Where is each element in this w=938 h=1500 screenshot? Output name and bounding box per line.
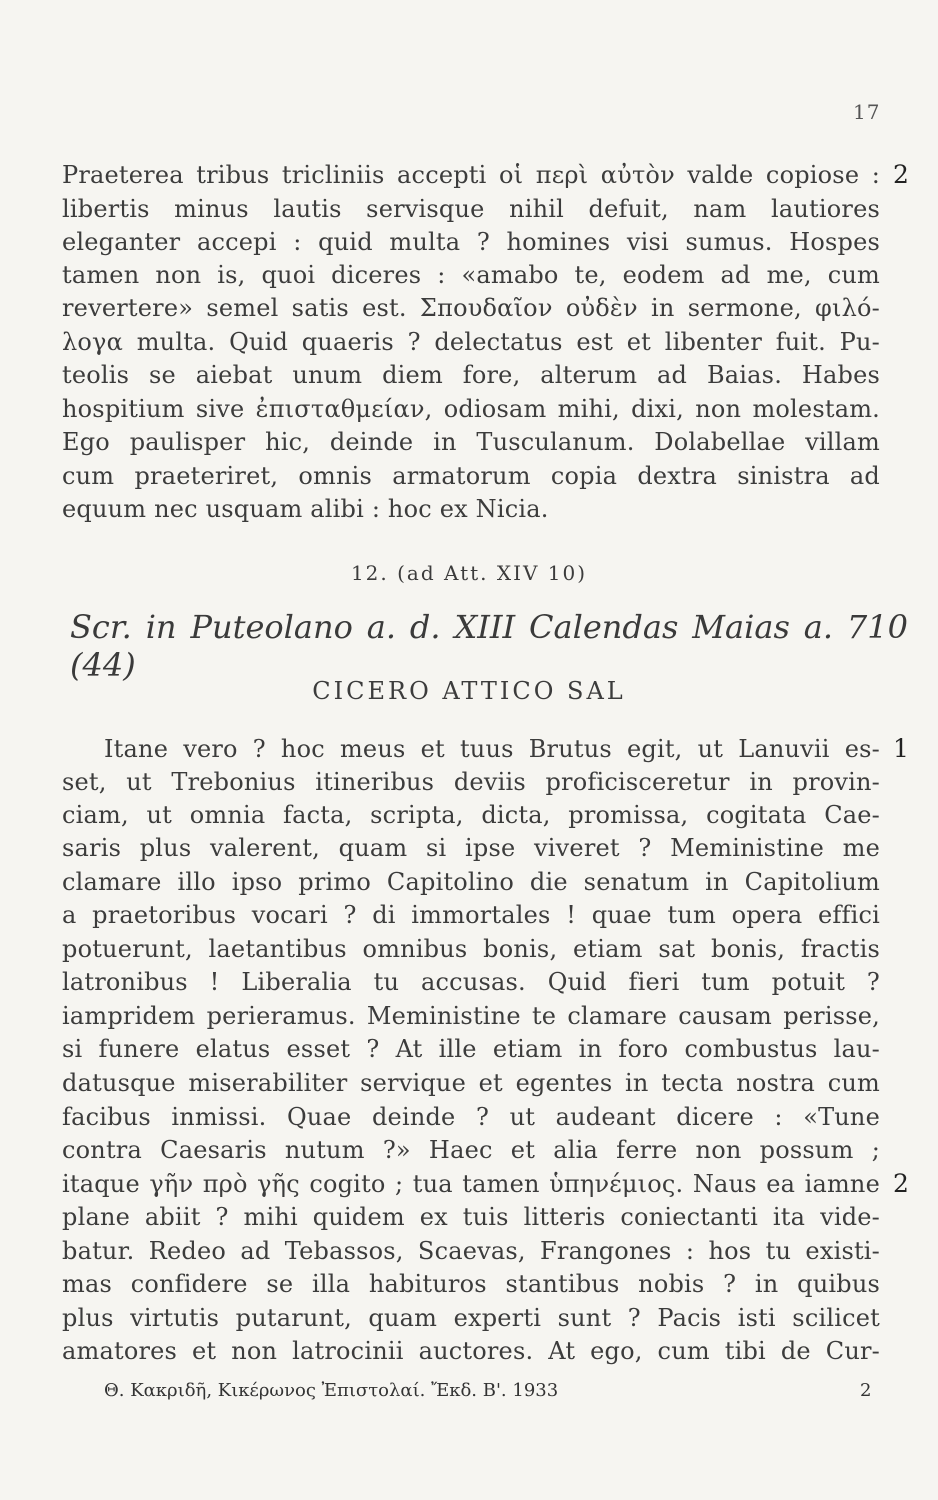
text-line: teolis se aiebat unum diem fore, alterum ad Baias. Habes xyxy=(62,361,880,389)
margin-section-number: 1 xyxy=(893,734,909,763)
text-line: clamare illo ipso primo Capitolino die senatum in Capitolium xyxy=(62,868,880,896)
margin-section-number: 2 xyxy=(893,1169,909,1198)
text-line: cum praeteriret, omnis armatorum copia dextra sinistra ad xyxy=(62,462,880,490)
text-line: eleganter accepi : quid multa ? homines visi sumus. Hospes xyxy=(62,228,880,256)
page-number: 17 xyxy=(853,100,881,124)
text-line: datusque miserabiliter servique et egentes in tecta nostra cum xyxy=(62,1069,880,1097)
text-line: λογα multa. Quid quaeris ? delectatus est et libenter fuit. Pu- xyxy=(62,328,880,356)
text-line: Itane vero ? hoc meus et tuus Brutus egit, ut Lanuvii es- xyxy=(104,735,880,763)
text-line: contra Caesaris nutum ?» Haec et alia ferre non possum ; xyxy=(62,1136,880,1164)
text-line: mas confidere se illa habituros stantibus nobis ? in quibus xyxy=(62,1270,880,1298)
text-line: set, ut Trebonius itineribus deviis proficisceretur in provin- xyxy=(62,768,880,796)
text-line: a praetoribus vocari ? di immortales ! quae tum opera effici xyxy=(62,901,880,929)
text-line: facibus inmissi. Quae deinde ? ut audeant dicere : «Tune xyxy=(62,1103,880,1131)
margin-section-number: 2 xyxy=(893,160,909,189)
letter-number: 12. (ad Att. XIV 10) xyxy=(350,561,588,585)
addressee: CICERO ATTICO SAL xyxy=(312,677,626,705)
text-line: itaque γῆν πρὸ γῆς cogito ; tua tamen ὑπηνέμιος. Naus ea iamne xyxy=(62,1170,880,1198)
text-line: plane abiit ? mihi quidem ex tuis litteris coniectanti ita vide- xyxy=(62,1203,880,1231)
text-line: libertis minus lautis servisque nihil defuit, nam lautiores xyxy=(62,195,880,223)
footer-citation: Θ. Κακριδῆ, Κικέρωνος Ἐπιστολαί. Ἔκδ. Β'. 1933 xyxy=(104,1380,559,1401)
text-line: ciam, ut omnia facta, scripta, dicta, promissa, cogitata Cae- xyxy=(62,801,880,829)
text-line: amatores et non latrocinii auctores. At ego, cum tibi de Cur- xyxy=(62,1337,880,1365)
text-line: latronibus ! Liberalia tu accusas. Quid fieri tum potuit ? xyxy=(62,968,880,996)
text-line: Praeterea tribus tricliniis accepti οἱ περὶ αὐτὸν valde copiose : xyxy=(62,161,880,189)
text-line: plus virtutis putarunt, quam experti sunt ? Pacis isti scilicet xyxy=(62,1304,880,1332)
text-line: potuerunt, laetantibus omnibus bonis, etiam sat bonis, fractis xyxy=(62,935,880,963)
letter-header: Scr. in Puteolano a. d. XIII Calendas Maias a. 710 (44) xyxy=(70,608,908,684)
text-line: Ego paulisper hic, deinde in Tusculanum. Dolabellae villam xyxy=(62,428,880,456)
text-line: saris plus valerent, quam si ipse viveret ? Meministine me xyxy=(62,834,880,862)
text-line: si funere elatus esset ? At ille etiam in foro combustus lau- xyxy=(62,1035,880,1063)
text-line: iampridem perieramus. Meministine te clamare causam perisse, xyxy=(62,1002,880,1030)
text-line: hospitium sive ἐπισταθμείαν, odiosam mihi, dixi, non molestam. xyxy=(62,395,880,423)
footer-signature-number: 2 xyxy=(860,1380,872,1401)
text-line: batur. Redeo ad Tebassos, Scaevas, Frangones : hos tu existi- xyxy=(62,1237,880,1265)
text-line: tamen non is, quoi diceres : «amabo te, eodem ad me, cum xyxy=(62,261,880,289)
text-line: revertere» semel satis est. Σπουδαῖον οὐδὲν in sermone, φιλό- xyxy=(62,294,880,322)
text-line: equum nec usquam alibi : hoc ex Nicia. xyxy=(62,495,549,523)
